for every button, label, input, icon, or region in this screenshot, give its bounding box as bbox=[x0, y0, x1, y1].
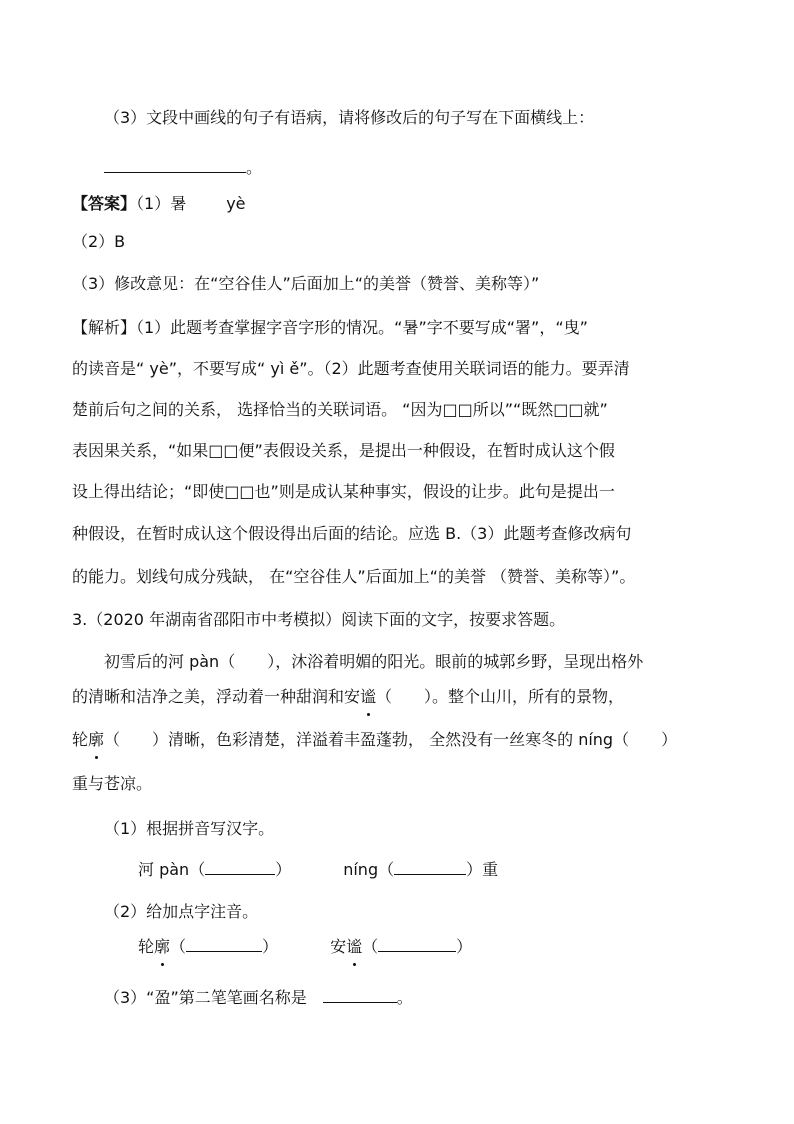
phonetic-blank-1[interactable] bbox=[186, 935, 262, 952]
answer-2: （2）B bbox=[72, 232, 126, 251]
phonetic-blank-2[interactable] bbox=[378, 935, 456, 952]
passage-line-1: 初雪后的河 pàn（ ），沐浴着明媚的阳光。眼前的城郭乡野，呈现出格外 bbox=[104, 652, 644, 671]
answer-blank[interactable] bbox=[104, 156, 246, 173]
analysis-line-6: 种假设，在暂时成认这个假设得出后面的结论。应选 B.（3）此题考查修改病句 bbox=[72, 524, 632, 543]
dotted-char: 廓 bbox=[154, 937, 171, 956]
dotted-char: 谧 bbox=[346, 937, 363, 956]
q3-answer-line: 。 bbox=[104, 156, 262, 179]
pinyin-blank-1[interactable] bbox=[205, 858, 275, 875]
analysis-line-2: 的读音是“ yè”，不要写成“ yì ě”。（2）此题考查使用关联词语的能力。要弄清 bbox=[72, 359, 630, 378]
sub2-title: （2）给加点字注音。 bbox=[104, 902, 259, 921]
analysis-line-1: 【解析】（1）此题考查掌握字音字形的情况。“暑”字不要写成“署”，“曳” bbox=[72, 318, 588, 337]
q3-instruction: （3）文段中画线的句子有语病，请将修改后的句子写在下面横线上： bbox=[104, 108, 595, 127]
passage-line-2: 的清晰和洁净之美，浮动着一种甜润和安谧（ ）。整个山川，所有的景物， bbox=[72, 687, 625, 706]
analysis-line-4: 表因果关系，“如果□□便”表假设关系，是提出一种假设，在暂时成认这个假 bbox=[72, 441, 615, 460]
question-header: 3.（2020 年湖南省邵阳市中考模拟）阅读下面的文字，按要求答题。 bbox=[72, 610, 566, 629]
pinyin-blank-2[interactable] bbox=[394, 858, 466, 875]
dotted-char: 廓 bbox=[88, 730, 105, 749]
passage-line-3: 轮廓（ ）清晰，色彩清楚，洋溢着丰盈蓬勃， 全然没有一丝寒冬的 níng（ ） bbox=[72, 730, 678, 749]
answer-3: （3）修改意见：在“空谷佳人”后面加上“的美誉（赞誉、美称等）” bbox=[72, 274, 540, 293]
stroke-name-blank[interactable] bbox=[323, 986, 397, 1003]
answer-1-pinyin: yè bbox=[226, 194, 246, 213]
passage-line-4: 重与苍凉。 bbox=[72, 774, 153, 793]
sub3: （3）“盈”第二笔笔画名称是 。 bbox=[104, 988, 413, 1007]
sub1-title: （1）根据拼音写汉字。 bbox=[104, 819, 275, 838]
answer-label: 【答案】 bbox=[72, 194, 137, 213]
analysis-line-7: 的能力。划线句成分残缺， 在“空谷佳人”后面加上“的美誉 （赞誉、美称等）”。 bbox=[72, 567, 636, 586]
sub2-items: 轮廓（ ） 安谧（ ） bbox=[138, 937, 473, 956]
analysis-line-5: 设上得出结论；“即使□□也”则是成认某种事实，假设的让步。此句是提出一 bbox=[72, 482, 615, 501]
sub1-items: 河 pàn（ ） níng（ ）重 bbox=[138, 860, 499, 879]
answer-1: （1）暑 bbox=[136, 194, 187, 213]
analysis-line-3: 楚前后句之间的关系， 选择恰当的关联词语。 “因为□□所以”“既然□□就” bbox=[72, 400, 608, 419]
answer-line-1 bbox=[72, 193, 246, 215]
dotted-char: 谧 bbox=[360, 687, 377, 706]
